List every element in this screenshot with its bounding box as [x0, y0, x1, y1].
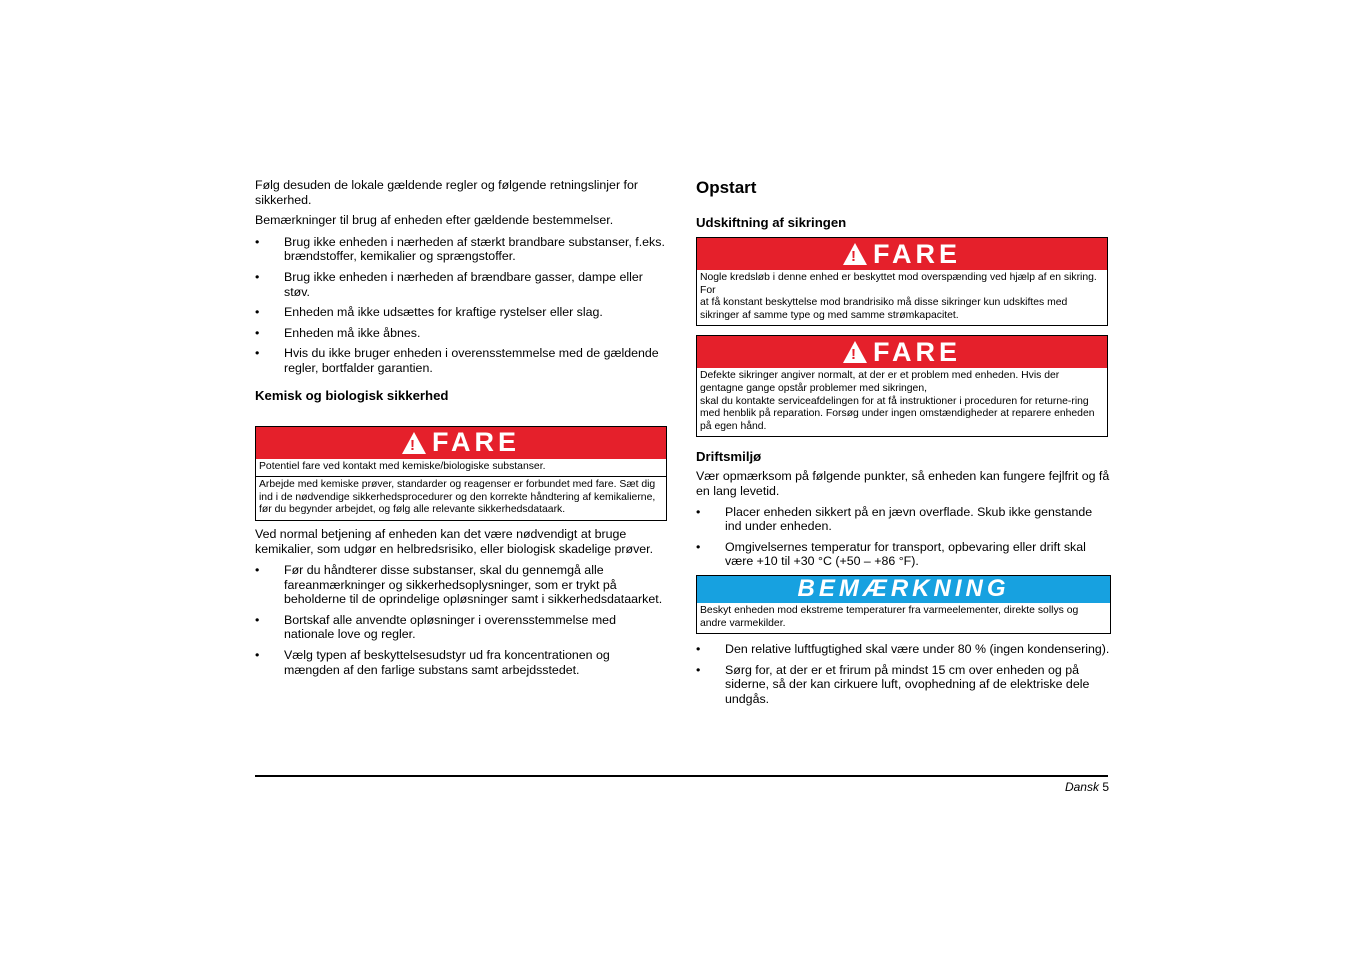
notice-text: Beskyt enheden mod ekstreme temperaturer fra varmeelementer, direkte sollys og andre varmekilder. [700, 604, 1079, 629]
danger-header: ! FARE [697, 238, 1107, 270]
danger-text: Defekte sikringer angiver normalt, at der er et problem med enheden. Hvis der gentagne gange opstår problemer med sikringen, skal du kontakte serviceafdelingen for at få instruktioner i proceduren for returne-ring med henblik på reparation. Forsøg under ingen omstændigheder at reparere enheden på egen hånd. [700, 370, 1095, 432]
general-safety-list [255, 235, 667, 376]
list-item: • Brug ikke enheden i nærheden af brændbare gasser, dampe eller støv. [255, 269, 643, 299]
list-item: • Bortskaf alle anvendte opløsninger i overensstemmelse med nationale love og regler. [255, 612, 616, 642]
list-item: • Enheden må ikke udsættes for kraftige rystelser eller slag. [255, 305, 603, 320]
footer-rule [255, 775, 1108, 777]
list-item: • Før du håndterer disse substanser, skal du gennemgå alle fareanmærkninger og sikkerhedsoplysninger, som er trykt på beholderne til de oprindelige opløsninger samt i sikkerhedsdataarket. [255, 563, 663, 607]
warning-triangle-icon [402, 432, 426, 454]
list-item: • Enheden må ikke åbnes. [255, 325, 421, 340]
list-item: • Den relative luftfugtighed skal være under 80 % (ingen kondensering). [696, 642, 1110, 657]
list-item: • Vælg typen af beskyttelsesudstyr ud fra koncentrationen og mængden af den farlige substans samt arbejdsstedet. [255, 648, 610, 677]
list-item: • Brug ikke enheden i nærheden af stærkt brandbare substanser, f.eks. brændstoffer, kemikalier og sprængstoffer. [255, 234, 665, 264]
chemical-handling-list [255, 563, 667, 677]
notice-header: BEMÆRKNING [697, 576, 1110, 603]
danger-text-1: Potentiel fare ved kontakt med kemiske/biologiske substanser. [256, 459, 666, 478]
danger-text-2: Arbejde med kemiske prøver, standarder og reagenser er forbundet med fare. Sæt dig ind i de nødvendige sikkerhedsprocedurer og den korrekte håndtering af kemikalierne, før du begynder arbejdet, og følg alle relevante sikkerhedsdataark. [259, 479, 656, 516]
intro-paragraph-2: Bemærkninger til brug af enheden efter gældende bestemmelser. [255, 213, 614, 228]
environment-heading: Driftsmiljø [696, 449, 762, 465]
chemicals-paragraph: Ved normal betjening af enheden kan det være nødvendigt at bruge kemikalier, som udgør en helbredsrisiko, eller biologisk skadelige prøver. [255, 526, 654, 556]
list-item: • Placer enheden sikkert på en jævn overflade. Skub ikke genstande ind under enheden. [696, 504, 1093, 534]
warning-triangle-icon [843, 341, 867, 363]
danger-header: ! FARE [697, 336, 1107, 368]
list-item: • Hvis du ikke bruger enheden i overensstemmelse med de gældende regler, bortfalder garantien. [255, 346, 659, 375]
danger-box-fuse-1 [696, 237, 1108, 326]
danger-box-fuse-2 [696, 335, 1108, 437]
list-item: • Omgivelsernes temperatur for transport, opbevaring eller drift skal være +10 til +30 °C (+50 – +86 °F). [696, 539, 1086, 569]
notice-box [696, 575, 1111, 634]
environment-list-2 [696, 642, 1111, 706]
fuse-heading: Udskiftning af sikringen [696, 215, 847, 230]
intro-paragraph-1: Følg desuden de lokale gældende regler og følgende retningslinjer for sikkerhed. [255, 178, 638, 207]
list-item: • Sørg for, at der er et frirum på mindst 15 cm over enheden og på siderne, så der kan cirkuere luft, ovophedning af de elektriske dele undgås. [696, 662, 1090, 706]
left-column [255, 178, 667, 683]
footer-language: Dansk [1064, 780, 1099, 794]
environment-paragraph: Vær opmærksom på følgende punkter, så enheden kan fungere fejlfrit og få en lang levetid. [696, 469, 1110, 498]
danger-box-chemical [255, 426, 667, 521]
section-title: Opstart [696, 178, 757, 197]
danger-text: Nogle kredsløb i denne enhed er beskyttet mod overspænding ved hjælp af en sikring. For at få konstant beskyttelse mod brandrisiko må disse sikringer kun udskiftes med sikringer af samme type og med samme strømkapacitet. [700, 272, 1097, 321]
page-number: 5 [1102, 780, 1109, 794]
right-column [696, 178, 1111, 712]
chemical-safety-heading: Kemisk og biologisk sikkerhed [255, 387, 449, 403]
danger-header: ! FARE [256, 427, 666, 459]
page-footer [900, 780, 1109, 794]
environment-list [696, 505, 1111, 569]
warning-triangle-icon [843, 243, 867, 265]
